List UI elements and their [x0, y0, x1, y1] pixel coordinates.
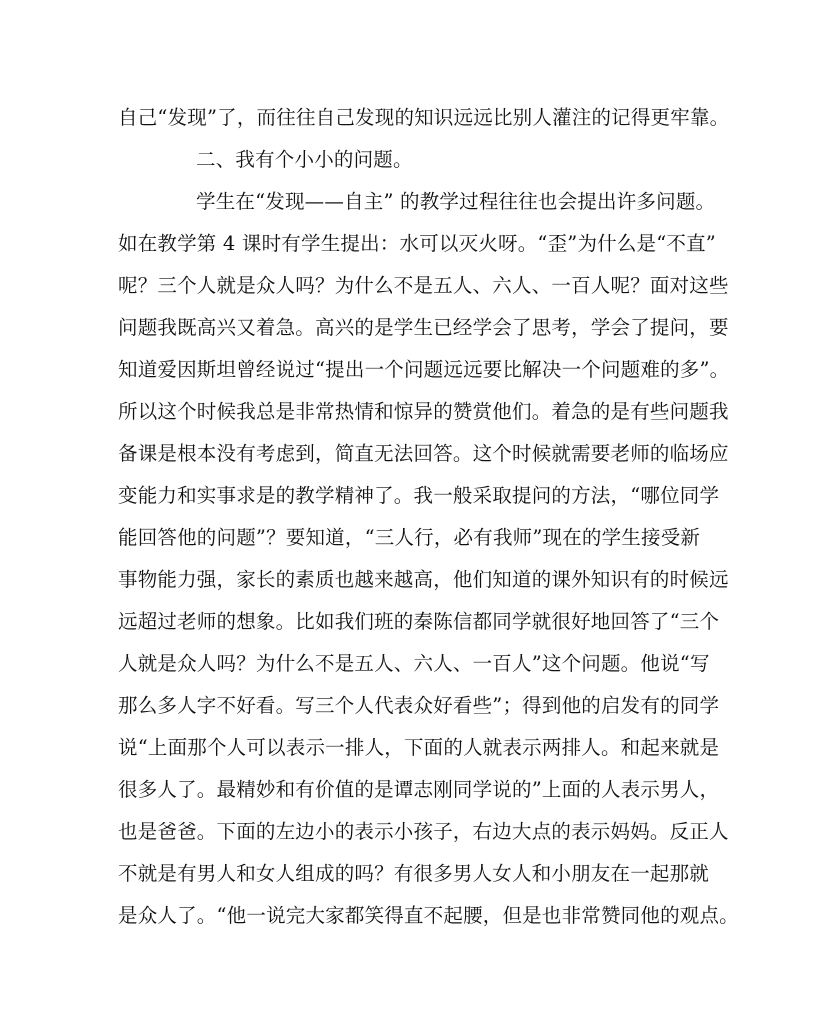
text-line: 知道爱因斯坦曾经说过“提出一个问题远远要比解决一个问题难的多”。: [118, 358, 730, 381]
text-line: 远超过老师的想象。比如我们班的秦陈信都同学就很好地回答了“三个: [118, 610, 720, 633]
text-line: 变能力和实事求是的教学精神了。我一般采取提问的方法，“哪位同学: [118, 484, 720, 507]
text-line: 人就是众人吗？为什么不是五人、六人、一百人”这个问题。他说“写: [118, 652, 710, 675]
section-heading: 二、我有个小小的问题。: [196, 148, 413, 171]
text-line: 所以这个时候我总是非常热情和惊异的赞赏他们。着急的是有些问题我: [118, 400, 729, 423]
text-line: 备课是根本没有考虑到，简直无法回答。这个时候就需要老师的临场应: [118, 442, 729, 465]
text-line: 呢？三个人就是众人吗？为什么不是五人、六人、一百人呢？面对这些: [118, 274, 729, 297]
text-line: 说“上面那个人可以表示一排人，下面的人就表示两排人。和起来就是: [118, 736, 720, 759]
text-line: 问题我既高兴又着急。高兴的是学生已经学会了思考，学会了提问，要: [118, 316, 729, 339]
text-line: 不就是有男人和女人组成的吗？有很多男人女人和小朋友在一起那就: [118, 862, 710, 885]
text-line: 自己“发现”了，而往往自己发现的知识远远比别人灌注的记得更牢靠。: [118, 106, 730, 129]
text-line: 那么多人字不好看。写三个人代表众好看些”；得到他的启发有的同学: [118, 694, 720, 717]
text-line: 很多人了。最精妙和有价值的是谭志刚同学说的”上面的人表示男人，: [118, 778, 720, 801]
text-line: 是众人了。“他一说完大家都笑得直不起腰，但是也非常赞同他的观点。: [118, 904, 739, 927]
text-line: 事物能力强，家长的素质也越来越高，他们知道的课外知识有的时候远: [118, 568, 729, 591]
paragraph-first-line: 学生在“发现——自主” 的教学过程往往也会提出许多问题。: [196, 190, 716, 213]
text-line: 能回答他的问题”？要知道，“三人行，必有我师”现在的学生接受新: [118, 526, 701, 549]
text-line: 如在教学第 4 课时有学生提出：水可以灭火呀。“歪”为什么是“不直”: [118, 232, 716, 255]
text-line: 也是爸爸。下面的左边小的表示小孩子，右边大点的表示妈妈。反正人: [118, 820, 729, 843]
